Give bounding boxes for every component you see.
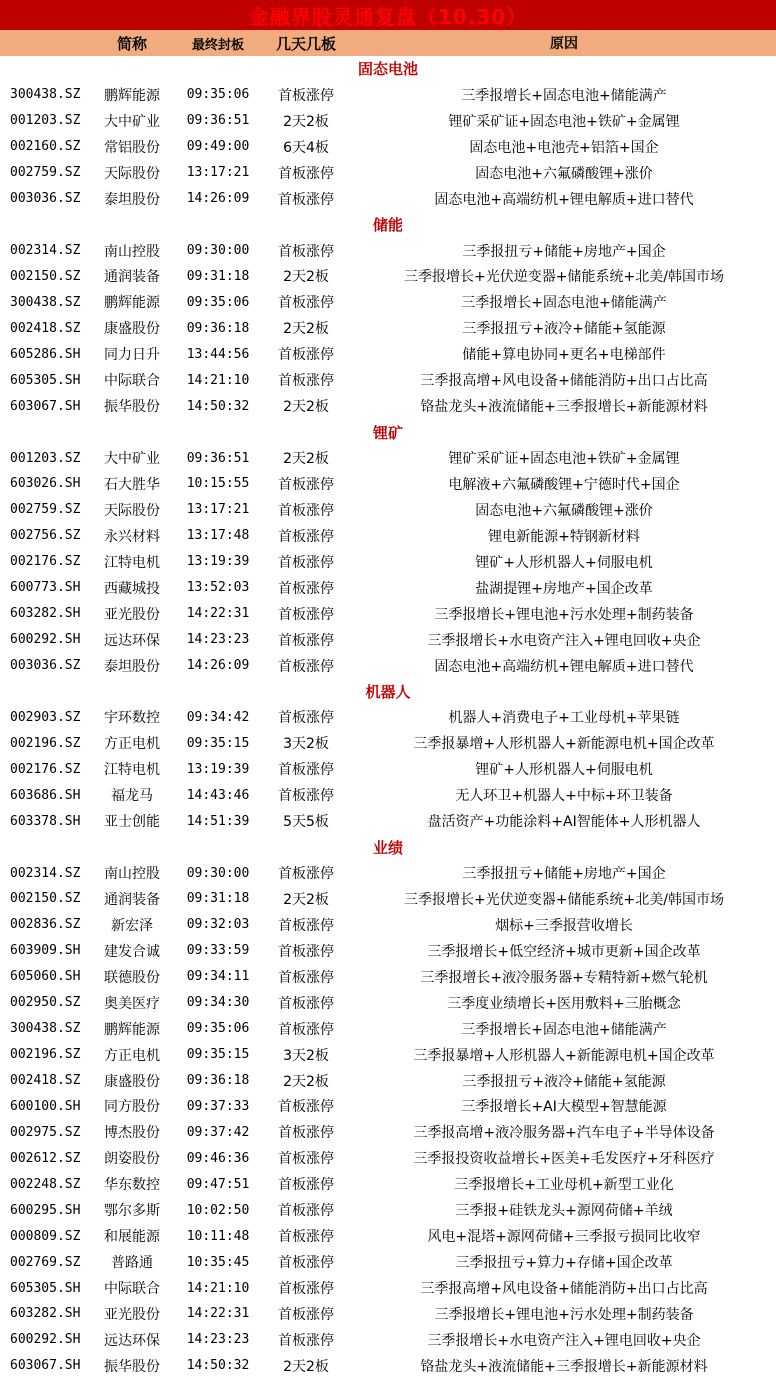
cell-boards: 2天2板 bbox=[283, 321, 329, 338]
cell-boards: 首板涨停 bbox=[278, 788, 334, 805]
cell-name: 鹏辉能源 bbox=[104, 1021, 160, 1038]
cell-time: 14:50:32 bbox=[186, 398, 250, 414]
cell-boards: 首板涨停 bbox=[278, 1151, 334, 1168]
cell-boards: 首板涨停 bbox=[278, 1099, 334, 1116]
table-row bbox=[0, 1301, 776, 1327]
table-row bbox=[0, 964, 776, 990]
cell-code: 002176.SZ bbox=[10, 554, 81, 570]
section-header: 锂矿 bbox=[372, 423, 403, 442]
cell-boards: 首板涨停 bbox=[278, 1229, 334, 1246]
table-row bbox=[0, 445, 776, 471]
cell-code: 002196.SZ bbox=[10, 1047, 81, 1063]
cell-time: 10:11:48 bbox=[186, 1228, 250, 1244]
cell-name: 振华股份 bbox=[104, 1358, 160, 1375]
cell-time: 09:35:15 bbox=[186, 735, 250, 751]
cell-boards: 首板涨停 bbox=[278, 995, 334, 1012]
section-header: 机器人 bbox=[365, 682, 411, 701]
cell-code: 603282.SH bbox=[10, 1306, 81, 1322]
cell-boards: 首板涨停 bbox=[278, 1203, 334, 1220]
cell-boards: 2天2板 bbox=[283, 1073, 329, 1090]
cell-boards: 5天5板 bbox=[283, 814, 329, 831]
cell-time: 09:34:30 bbox=[186, 995, 250, 1011]
cell-boards: 首板涨停 bbox=[278, 87, 334, 104]
cell-name: 南山控股 bbox=[104, 866, 160, 883]
cell-code: 002759.SZ bbox=[10, 165, 81, 181]
cell-name: 奥美医疗 bbox=[104, 995, 160, 1012]
cell-boards: 2天2板 bbox=[283, 113, 329, 130]
cell-code: 605305.SH bbox=[10, 372, 81, 388]
cell-reason: 三季报增长+锂电池+污水处理+制药装备 bbox=[434, 1306, 694, 1323]
cell-name: 泰坦股份 bbox=[104, 658, 160, 675]
cell-name: 远达环保 bbox=[104, 1332, 160, 1349]
cell-time: 09:36:18 bbox=[186, 320, 250, 336]
cell-boards: 首板涨停 bbox=[278, 917, 334, 934]
cell-name: 常铝股份 bbox=[104, 139, 160, 156]
table-row bbox=[0, 289, 776, 315]
cell-code: 000809.SZ bbox=[10, 1228, 81, 1244]
table-row bbox=[0, 549, 776, 575]
cell-code: 600292.SH bbox=[10, 1332, 81, 1348]
cell-reason: 固态电池+六氟磷酸锂+涨价 bbox=[475, 502, 653, 519]
cell-code: 002769.SZ bbox=[10, 1254, 81, 1270]
cell-reason: 风电+混塔+源网荷储+三季报亏损同比收窄 bbox=[427, 1229, 701, 1246]
cell-reason: 三季报增长+固态电池+储能满产 bbox=[461, 87, 667, 104]
cell-code: 300438.SZ bbox=[10, 87, 81, 103]
cell-code: 603067.SH bbox=[10, 1358, 81, 1374]
table-row bbox=[0, 938, 776, 964]
cell-reason: 三季报扭亏+液冷+储能+氢能源 bbox=[462, 321, 666, 338]
table-row bbox=[0, 704, 776, 730]
cell-reason: 三季报高增+液冷服务器+汽车电子+半导体设备 bbox=[413, 1125, 715, 1142]
cell-reason: 锂矿采矿证+固态电池+铁矿+金属锂 bbox=[448, 113, 680, 130]
cell-time: 14:50:32 bbox=[186, 1358, 250, 1374]
cell-reason: 固态电池+高端纺机+锂电解质+进口替代 bbox=[434, 658, 694, 675]
column-header-reason: 原因 bbox=[550, 36, 578, 52]
cell-time: 14:21:10 bbox=[186, 372, 250, 388]
cell-boards: 首板涨停 bbox=[278, 866, 334, 883]
cell-boards: 首板涨停 bbox=[278, 476, 334, 493]
cell-boards: 首板涨停 bbox=[278, 373, 334, 390]
cell-name: 朗姿股份 bbox=[104, 1151, 160, 1168]
cell-time: 14:22:31 bbox=[186, 606, 250, 622]
cell-time: 09:37:42 bbox=[186, 1124, 250, 1140]
cell-boards: 首板涨停 bbox=[278, 1332, 334, 1349]
cell-name: 联德股份 bbox=[104, 969, 160, 986]
cell-boards: 首板涨停 bbox=[278, 580, 334, 597]
cell-reason: 三季报增长+低空经济+城市更新+国企改革 bbox=[427, 943, 701, 960]
cell-boards: 首板涨停 bbox=[278, 658, 334, 675]
cell-reason: 三季报增长+光伏逆变器+储能系统+北美/韩国市场 bbox=[404, 269, 724, 286]
cell-reason: 盐湖提锂+房地产+国企改革 bbox=[475, 580, 653, 597]
cell-time: 13:17:21 bbox=[186, 165, 250, 181]
table-row bbox=[0, 575, 776, 601]
cell-code: 002314.SZ bbox=[10, 865, 81, 881]
cell-time: 09:36:51 bbox=[186, 450, 250, 466]
cell-code: 600100.SH bbox=[10, 1098, 81, 1114]
cell-code: 600295.SH bbox=[10, 1202, 81, 1218]
cell-code: 603909.SH bbox=[10, 943, 81, 959]
cell-reason: 三季报扭亏+储能+房地产+国企 bbox=[462, 866, 666, 883]
cell-code: 300438.SZ bbox=[10, 294, 81, 310]
cell-boards: 2天2板 bbox=[283, 891, 329, 908]
cell-boards: 2天2板 bbox=[283, 451, 329, 468]
table-row bbox=[0, 341, 776, 367]
cell-boards: 首板涨停 bbox=[278, 191, 334, 208]
cell-code: 001203.SZ bbox=[10, 113, 81, 129]
cell-time: 09:33:59 bbox=[186, 943, 250, 959]
table-row bbox=[0, 1068, 776, 1094]
cell-code: 603282.SH bbox=[10, 606, 81, 622]
cell-boards: 2天2板 bbox=[283, 399, 329, 416]
cell-name: 普路通 bbox=[111, 1255, 153, 1272]
cell-code: 605305.SH bbox=[10, 1280, 81, 1296]
cell-boards: 首板涨停 bbox=[278, 943, 334, 960]
cell-time: 09:46:36 bbox=[186, 1150, 250, 1166]
cell-name: 通润装备 bbox=[104, 891, 160, 908]
cell-reason: 锂矿+人形机器人+伺服电机 bbox=[475, 762, 653, 779]
table-row bbox=[0, 315, 776, 341]
cell-name: 泰坦股份 bbox=[104, 191, 160, 208]
cell-reason: 三季报增长+固态电池+储能满产 bbox=[461, 295, 667, 312]
cell-code: 600292.SH bbox=[10, 632, 81, 648]
cell-boards: 2天2板 bbox=[283, 1358, 329, 1375]
cell-reason: 三季报增长+水电资产注入+锂电回收+央企 bbox=[427, 632, 701, 649]
cell-code: 002418.SZ bbox=[10, 1073, 81, 1089]
cell-time: 14:22:31 bbox=[186, 1306, 250, 1322]
cell-time: 09:32:03 bbox=[186, 917, 250, 933]
table-row bbox=[0, 1094, 776, 1120]
table-row bbox=[0, 1249, 776, 1275]
cell-boards: 6天4板 bbox=[283, 139, 329, 156]
cell-code: 002759.SZ bbox=[10, 502, 81, 518]
cell-code: 605286.SH bbox=[10, 346, 81, 362]
table-row bbox=[0, 990, 776, 1016]
cell-boards: 首板涨停 bbox=[278, 243, 334, 260]
table-row bbox=[0, 1223, 776, 1249]
cell-code: 002836.SZ bbox=[10, 917, 81, 933]
cell-reason: 无人环卫+机器人+中标+环卫装备 bbox=[455, 788, 673, 805]
page-title: 金融界股灵通复盘（10.30） bbox=[248, 4, 528, 29]
table-row bbox=[0, 808, 776, 834]
cell-time: 09:31:18 bbox=[186, 268, 250, 284]
cell-time: 09:47:51 bbox=[186, 1176, 250, 1192]
cell-boards: 首板涨停 bbox=[278, 1281, 334, 1298]
cell-time: 09:37:33 bbox=[186, 1098, 250, 1114]
cell-time: 13:17:48 bbox=[186, 528, 250, 544]
cell-boards: 首板涨停 bbox=[278, 1021, 334, 1038]
cell-code: 002950.SZ bbox=[10, 995, 81, 1011]
cell-name: 中际联合 bbox=[104, 373, 160, 390]
column-header-seal-time: 最终封板 bbox=[191, 37, 244, 53]
cell-code: 002160.SZ bbox=[10, 139, 81, 155]
cell-reason: 电解液+六氟磷酸锂+宁德时代+国企 bbox=[448, 476, 680, 493]
cell-time: 09:34:42 bbox=[186, 709, 250, 725]
cell-code: 603026.SH bbox=[10, 476, 81, 492]
cell-boards: 首板涨停 bbox=[278, 1306, 334, 1323]
cell-reason: 三季报增长+AI大模型+智慧能源 bbox=[461, 1099, 667, 1116]
cell-boards: 首板涨停 bbox=[278, 1255, 334, 1272]
table-row bbox=[0, 238, 776, 264]
table-row bbox=[0, 912, 776, 938]
cell-reason: 三季报扭亏+液冷+储能+氢能源 bbox=[462, 1073, 666, 1090]
cell-time: 09:35:06 bbox=[186, 1021, 250, 1037]
table-row bbox=[0, 160, 776, 186]
table-row bbox=[0, 1016, 776, 1042]
cell-name: 江特电机 bbox=[104, 762, 160, 779]
table-row bbox=[0, 82, 776, 108]
table-row bbox=[0, 134, 776, 160]
cell-code: 002150.SZ bbox=[10, 891, 81, 907]
cell-boards: 首板涨停 bbox=[278, 1125, 334, 1142]
cell-boards: 首板涨停 bbox=[278, 710, 334, 727]
cell-time: 09:30:00 bbox=[186, 243, 250, 259]
table-row bbox=[0, 1197, 776, 1223]
cell-name: 远达环保 bbox=[104, 632, 160, 649]
cell-boards: 首板涨停 bbox=[278, 554, 334, 571]
cell-name: 同方股份 bbox=[104, 1099, 160, 1116]
cell-time: 09:35:06 bbox=[186, 294, 250, 310]
cell-boards: 首板涨停 bbox=[278, 606, 334, 623]
cell-reason: 机器人+消费电子+工业母机+苹果链 bbox=[448, 710, 680, 727]
table-row bbox=[0, 108, 776, 134]
table-row bbox=[0, 860, 776, 886]
cell-reason: 三季报高增+风电设备+储能消防+出口占比高 bbox=[420, 373, 708, 390]
cell-reason: 三季报扭亏+储能+房地产+国企 bbox=[462, 243, 666, 260]
table-row bbox=[0, 601, 776, 627]
cell-name: 亚士创能 bbox=[104, 814, 160, 831]
cell-reason: 锂矿采矿证+固态电池+铁矿+金属锂 bbox=[448, 451, 680, 468]
cell-reason: 三季报扭亏+算力+存储+国企改革 bbox=[455, 1255, 673, 1272]
cell-name: 建发合诚 bbox=[104, 943, 160, 960]
cell-reason: 三季报增长+固态电池+储能满产 bbox=[461, 1021, 667, 1038]
cell-reason: 三季报增长+液冷服务器+专精特新+燃气轮机 bbox=[420, 969, 708, 986]
cell-code: 605060.SH bbox=[10, 969, 81, 985]
cell-name: 通润装备 bbox=[104, 269, 160, 286]
cell-reason: 三季报投资收益增长+医美+毛发医疗+牙科医疗 bbox=[413, 1151, 715, 1168]
cell-time: 14:43:46 bbox=[186, 787, 250, 803]
cell-time: 10:15:55 bbox=[186, 476, 250, 492]
cell-boards: 首板涨停 bbox=[278, 528, 334, 545]
cell-name: 天际股份 bbox=[104, 165, 160, 182]
cell-time: 09:30:00 bbox=[186, 865, 250, 881]
cell-reason: 三季报暴增+人形机器人+新能源电机+国企改革 bbox=[413, 1047, 715, 1064]
cell-name: 永兴材料 bbox=[104, 528, 160, 545]
table-row bbox=[0, 186, 776, 212]
table-row bbox=[0, 1353, 776, 1379]
title-bar bbox=[0, 0, 776, 30]
cell-name: 中际联合 bbox=[104, 1281, 160, 1298]
table-row bbox=[0, 782, 776, 808]
cell-boards: 2天2板 bbox=[283, 269, 329, 286]
cell-time: 13:17:21 bbox=[186, 502, 250, 518]
table-row bbox=[0, 1119, 776, 1145]
cell-name: 华东数控 bbox=[104, 1177, 160, 1194]
cell-code: 002756.SZ bbox=[10, 528, 81, 544]
cell-code: 002314.SZ bbox=[10, 243, 81, 259]
cell-time: 14:26:09 bbox=[186, 191, 250, 207]
table-row bbox=[0, 1042, 776, 1068]
cell-name: 方正电机 bbox=[104, 1047, 160, 1064]
cell-code: 001203.SZ bbox=[10, 450, 81, 466]
cell-reason: 铬盐龙头+液流储能+三季报增长+新能源材料 bbox=[420, 1358, 708, 1375]
column-header-name: 简称 bbox=[116, 34, 147, 53]
cell-reason: 锂矿+人形机器人+伺服电机 bbox=[475, 554, 653, 571]
cell-boards: 首板涨停 bbox=[278, 502, 334, 519]
cell-code: 002248.SZ bbox=[10, 1176, 81, 1192]
cell-code: 603686.SH bbox=[10, 787, 81, 803]
cell-reason: 三季报暴增+人形机器人+新能源电机+国企改革 bbox=[413, 736, 715, 753]
table-row bbox=[0, 523, 776, 549]
cell-time: 14:51:39 bbox=[186, 813, 250, 829]
cell-code: 002150.SZ bbox=[10, 268, 81, 284]
cell-code: 002903.SZ bbox=[10, 709, 81, 725]
cell-time: 09:36:18 bbox=[186, 1073, 250, 1089]
section-header: 业绩 bbox=[372, 838, 403, 857]
cell-time: 14:26:09 bbox=[186, 658, 250, 674]
cell-name: 南山控股 bbox=[104, 243, 160, 260]
cell-name: 宇环数控 bbox=[104, 710, 160, 727]
cell-code: 002418.SZ bbox=[10, 320, 81, 336]
cell-time: 14:23:23 bbox=[186, 632, 250, 648]
table-row bbox=[0, 393, 776, 419]
cell-time: 09:34:11 bbox=[186, 969, 250, 985]
cell-boards: 首板涨停 bbox=[278, 632, 334, 649]
cell-time: 09:35:15 bbox=[186, 1047, 250, 1063]
cell-boards: 首板涨停 bbox=[278, 969, 334, 986]
cell-boards: 3天2板 bbox=[283, 736, 329, 753]
cell-reason: 盘活资产+功能涂料+AI智能体+人形机器人 bbox=[427, 814, 701, 831]
table-row bbox=[0, 653, 776, 679]
cell-reason: 固态电池+高端纺机+锂电解质+进口替代 bbox=[434, 191, 694, 208]
cell-reason: 固态电池+电池壳+铝箔+国企 bbox=[469, 139, 659, 156]
cell-name: 新宏泽 bbox=[111, 917, 153, 934]
section-header: 储能 bbox=[372, 216, 403, 235]
cell-name: 天际股份 bbox=[104, 502, 160, 519]
table-row bbox=[0, 886, 776, 912]
table-row bbox=[0, 471, 776, 497]
cell-reason: 锂电新能源+特钢新材料 bbox=[488, 528, 640, 545]
cell-name: 亚光股份 bbox=[104, 606, 160, 623]
cell-time: 10:35:45 bbox=[186, 1254, 250, 1270]
cell-boards: 首板涨停 bbox=[278, 295, 334, 312]
cell-time: 13:44:56 bbox=[186, 346, 250, 362]
section-header: 固态电池 bbox=[357, 60, 418, 79]
cell-time: 14:23:23 bbox=[186, 1332, 250, 1348]
cell-code: 002612.SZ bbox=[10, 1150, 81, 1166]
cell-name: 福龙马 bbox=[111, 788, 153, 805]
cell-name: 石大胜华 bbox=[104, 476, 160, 493]
cell-reason: 固态电池+六氟磷酸锂+涨价 bbox=[475, 165, 653, 182]
table-row bbox=[0, 1327, 776, 1353]
cell-name: 和展能源 bbox=[104, 1229, 160, 1246]
table-row bbox=[0, 1171, 776, 1197]
cell-code: 002196.SZ bbox=[10, 735, 81, 751]
table-row bbox=[0, 730, 776, 756]
cell-name: 博杰股份 bbox=[104, 1125, 160, 1142]
cell-name: 江特电机 bbox=[104, 554, 160, 571]
cell-boards: 首板涨停 bbox=[278, 165, 334, 182]
cell-code: 603067.SH bbox=[10, 398, 81, 414]
table-row bbox=[0, 1275, 776, 1301]
table-row bbox=[0, 367, 776, 393]
cell-name: 鹏辉能源 bbox=[104, 295, 160, 312]
cell-name: 同力日升 bbox=[104, 347, 160, 364]
column-header-boards: 几天几板 bbox=[275, 34, 336, 53]
table-row bbox=[0, 497, 776, 523]
cell-code: 300438.SZ bbox=[10, 1021, 81, 1037]
cell-reason: 三季报增长+锂电池+污水处理+制药装备 bbox=[434, 606, 694, 623]
cell-time: 09:36:51 bbox=[186, 113, 250, 129]
cell-reason: 三季度业绩增长+医用敷料+三胎概念 bbox=[447, 995, 681, 1012]
cell-reason: 三季报+硅铁龙头+源网荷储+羊绒 bbox=[455, 1203, 673, 1220]
cell-name: 振华股份 bbox=[104, 399, 160, 416]
cell-name: 亚光股份 bbox=[104, 1306, 160, 1323]
cell-name: 康盛股份 bbox=[104, 321, 160, 338]
cell-name: 西藏城投 bbox=[104, 580, 160, 597]
cell-reason: 三季报增长+工业母机+新型工业化 bbox=[454, 1177, 674, 1194]
cell-reason: 三季报增长+水电资产注入+锂电回收+央企 bbox=[427, 1332, 701, 1349]
cell-name: 康盛股份 bbox=[104, 1073, 160, 1090]
cell-boards: 3天2板 bbox=[283, 1047, 329, 1064]
cell-code: 600773.SH bbox=[10, 580, 81, 596]
cell-name: 鹏辉能源 bbox=[104, 87, 160, 104]
cell-boards: 首板涨停 bbox=[278, 1177, 334, 1194]
cell-name: 大中矿业 bbox=[104, 451, 160, 468]
cell-reason: 烟标+三季报营收增长 bbox=[495, 917, 633, 934]
cell-code: 003036.SZ bbox=[10, 658, 81, 674]
cell-name: 方正电机 bbox=[104, 736, 160, 753]
cell-boards: 首板涨停 bbox=[278, 347, 334, 364]
cell-reason: 三季报高增+风电设备+储能消防+出口占比高 bbox=[420, 1281, 708, 1298]
cell-reason: 储能+算电协同+更名+电梯部件 bbox=[462, 347, 666, 364]
table-row bbox=[0, 756, 776, 782]
cell-time: 09:35:06 bbox=[186, 87, 250, 103]
cell-time: 09:49:00 bbox=[186, 139, 250, 155]
table-row bbox=[0, 627, 776, 653]
cell-code: 002176.SZ bbox=[10, 761, 81, 777]
cell-time: 13:19:39 bbox=[186, 761, 250, 777]
cell-time: 09:31:18 bbox=[186, 891, 250, 907]
cell-code: 603378.SH bbox=[10, 813, 81, 829]
table-body bbox=[0, 56, 776, 1379]
cell-time: 14:21:10 bbox=[186, 1280, 250, 1296]
cell-name: 大中矿业 bbox=[104, 113, 160, 130]
column-header-row bbox=[0, 30, 776, 56]
cell-time: 13:52:03 bbox=[186, 580, 250, 596]
table-row bbox=[0, 1145, 776, 1171]
cell-time: 13:19:39 bbox=[186, 554, 250, 570]
cell-code: 002975.SZ bbox=[10, 1124, 81, 1140]
cell-time: 10:02:50 bbox=[186, 1202, 250, 1218]
cell-code: 003036.SZ bbox=[10, 191, 81, 207]
cell-reason: 三季报增长+光伏逆变器+储能系统+北美/韩国市场 bbox=[404, 891, 724, 908]
cell-name: 鄂尔多斯 bbox=[104, 1203, 160, 1220]
cell-reason: 铬盐龙头+液流储能+三季报增长+新能源材料 bbox=[420, 399, 708, 416]
cell-boards: 首板涨停 bbox=[278, 762, 334, 779]
table-row bbox=[0, 264, 776, 290]
